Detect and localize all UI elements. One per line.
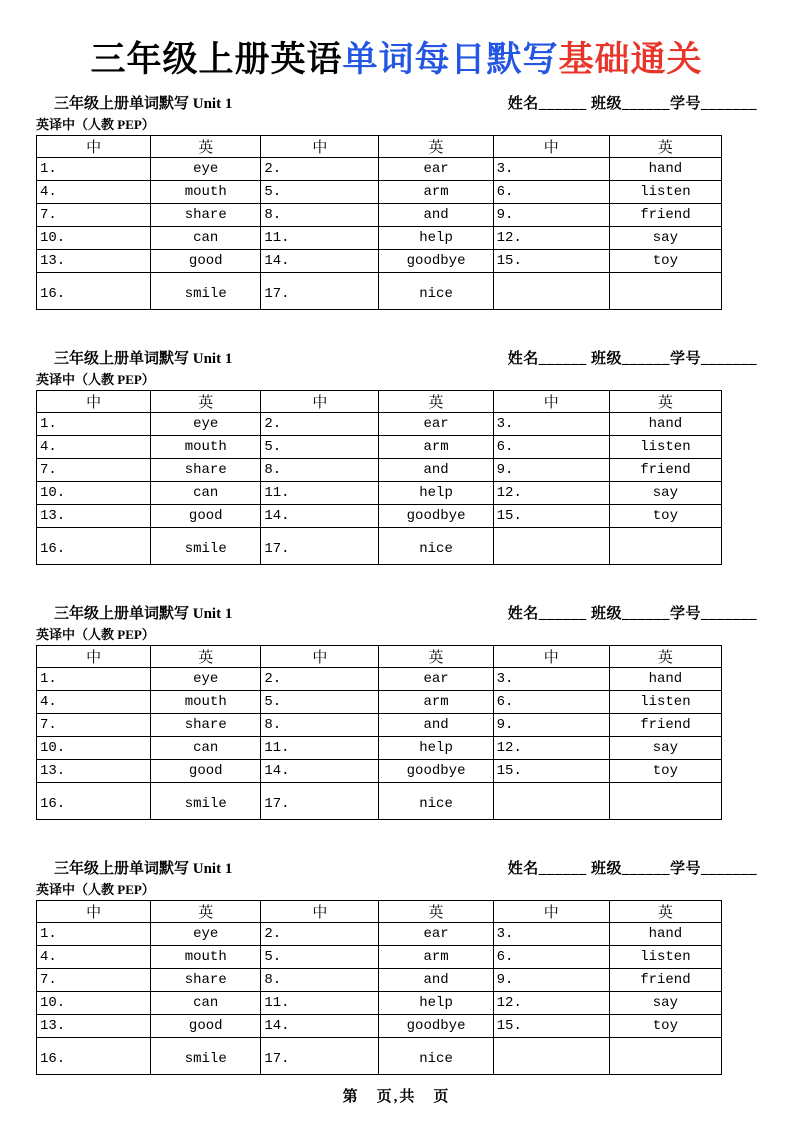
chinese-answer-cell: 2. — [261, 923, 379, 946]
column-header: 英 — [151, 646, 261, 668]
english-word-cell: mouth — [151, 946, 261, 969]
english-word-cell: arm — [379, 691, 493, 714]
english-word-cell: hand — [609, 668, 721, 691]
title-segment-blue: 单词每日默写 — [342, 40, 559, 79]
column-header: 英 — [609, 901, 721, 923]
english-word-cell: goodbye — [379, 505, 493, 528]
english-word-cell: and — [379, 714, 493, 737]
table-row — [37, 459, 722, 482]
english-word-cell: mouth — [151, 181, 261, 204]
english-word-cell: listen — [609, 946, 721, 969]
english-word-cell: friend — [609, 714, 721, 737]
chinese-answer-cell: 8. — [261, 714, 379, 737]
chinese-answer-cell: 10. — [37, 482, 151, 505]
table-row — [37, 737, 722, 760]
chinese-answer-cell: 16. — [37, 1038, 151, 1075]
english-word-cell: good — [151, 1015, 261, 1038]
worksheet-section — [36, 859, 757, 1075]
column-header: 中 — [37, 136, 151, 158]
english-word-cell: smile — [151, 783, 261, 820]
english-word-cell: hand — [609, 923, 721, 946]
english-word-cell: nice — [379, 528, 493, 565]
chinese-answer-cell: 12. — [493, 227, 609, 250]
table-header-row — [37, 646, 722, 668]
chinese-answer-cell: 8. — [261, 204, 379, 227]
column-header: 中 — [37, 391, 151, 413]
word-table — [36, 900, 722, 1075]
chinese-answer-cell: 12. — [493, 737, 609, 760]
column-header: 英 — [379, 901, 493, 923]
chinese-answer-cell — [493, 783, 609, 820]
table-row — [37, 250, 722, 273]
english-word-cell: and — [379, 204, 493, 227]
english-word-cell: smile — [151, 528, 261, 565]
chinese-answer-cell: 15. — [493, 760, 609, 783]
chinese-answer-cell: 1. — [37, 668, 151, 691]
chinese-answer-cell: 3. — [493, 413, 609, 436]
english-word-cell: listen — [609, 436, 721, 459]
chinese-answer-cell: 4. — [37, 181, 151, 204]
english-word-cell: can — [151, 482, 261, 505]
english-word-cell: say — [609, 992, 721, 1015]
name-class-id-fields: 姓名______ 班级______学号_______ — [507, 96, 757, 112]
chinese-answer-cell: 7. — [37, 969, 151, 992]
column-header: 英 — [609, 136, 721, 158]
page-title — [36, 32, 757, 82]
worksheet-section — [36, 349, 757, 565]
table-row — [37, 273, 722, 310]
table-row — [37, 969, 722, 992]
english-word-cell: say — [609, 482, 721, 505]
chinese-answer-cell: 2. — [261, 158, 379, 181]
chinese-answer-cell — [493, 273, 609, 310]
chinese-answer-cell: 15. — [493, 250, 609, 273]
chinese-answer-cell: 10. — [37, 737, 151, 760]
chinese-answer-cell: 13. — [37, 250, 151, 273]
english-word-cell: share — [151, 204, 261, 227]
table-row — [37, 528, 722, 565]
chinese-answer-cell: 2. — [261, 668, 379, 691]
english-word-cell: mouth — [151, 691, 261, 714]
chinese-answer-cell: 14. — [261, 1015, 379, 1038]
chinese-answer-cell: 14. — [261, 760, 379, 783]
chinese-answer-cell: 10. — [37, 992, 151, 1015]
english-word-cell: goodbye — [379, 760, 493, 783]
column-header: 中 — [261, 646, 379, 668]
english-word-cell: ear — [379, 413, 493, 436]
english-word-cell: arm — [379, 181, 493, 204]
chinese-answer-cell: 9. — [493, 204, 609, 227]
section-heading: 三年级上册单词默写 Unit 1 — [54, 606, 233, 622]
english-word-cell: good — [151, 505, 261, 528]
english-word-cell: share — [151, 969, 261, 992]
chinese-answer-cell: 6. — [493, 181, 609, 204]
chinese-answer-cell: 9. — [493, 459, 609, 482]
section-heading: 三年级上册单词默写 Unit 1 — [54, 96, 233, 112]
table-row — [37, 436, 722, 459]
table-row — [37, 668, 722, 691]
english-word-cell: toy — [609, 250, 721, 273]
english-word-cell: can — [151, 992, 261, 1015]
section-subtitle: 英译中（人教 PEP） — [36, 117, 155, 132]
chinese-answer-cell: 13. — [37, 505, 151, 528]
chinese-answer-cell: 10. — [37, 227, 151, 250]
english-word-cell: and — [379, 969, 493, 992]
chinese-answer-cell: 8. — [261, 459, 379, 482]
english-word-cell: nice — [379, 783, 493, 820]
english-word-cell: can — [151, 737, 261, 760]
column-header: 英 — [379, 136, 493, 158]
english-word-cell: toy — [609, 1015, 721, 1038]
section-header — [36, 349, 757, 370]
column-header: 英 — [379, 391, 493, 413]
chinese-answer-cell: 13. — [37, 1015, 151, 1038]
english-word-cell: help — [379, 992, 493, 1015]
chinese-answer-cell: 5. — [261, 946, 379, 969]
table-header-row — [37, 901, 722, 923]
chinese-answer-cell: 16. — [37, 528, 151, 565]
column-header: 中 — [493, 391, 609, 413]
name-class-id-fields: 姓名______ 班级______学号_______ — [507, 606, 757, 622]
english-word-cell: toy — [609, 760, 721, 783]
column-header: 中 — [493, 136, 609, 158]
chinese-answer-cell: 9. — [493, 714, 609, 737]
english-word-cell: nice — [379, 273, 493, 310]
table-row — [37, 783, 722, 820]
table-body — [37, 923, 722, 1075]
worksheet-section — [36, 604, 757, 820]
chinese-answer-cell: 11. — [261, 482, 379, 505]
table-row — [37, 227, 722, 250]
column-header: 英 — [609, 646, 721, 668]
english-word-cell — [609, 273, 721, 310]
column-header: 中 — [493, 901, 609, 923]
english-word-cell: friend — [609, 204, 721, 227]
english-word-cell: can — [151, 227, 261, 250]
section-header — [36, 859, 757, 880]
chinese-answer-cell: 11. — [261, 737, 379, 760]
chinese-answer-cell: 3. — [493, 158, 609, 181]
chinese-answer-cell: 7. — [37, 459, 151, 482]
chinese-answer-cell: 4. — [37, 946, 151, 969]
english-word-cell: nice — [379, 1038, 493, 1075]
table-row — [37, 691, 722, 714]
column-header: 英 — [151, 391, 261, 413]
table-row — [37, 1038, 722, 1075]
page-footer: 第 页,共 页 — [342, 1089, 451, 1105]
english-word-cell: listen — [609, 691, 721, 714]
column-header: 中 — [261, 901, 379, 923]
english-word-cell: toy — [609, 505, 721, 528]
table-row — [37, 158, 722, 181]
english-word-cell — [609, 528, 721, 565]
chinese-answer-cell: 11. — [261, 992, 379, 1015]
english-word-cell: smile — [151, 1038, 261, 1075]
chinese-answer-cell: 17. — [261, 528, 379, 565]
english-word-cell: say — [609, 227, 721, 250]
chinese-answer-cell: 3. — [493, 923, 609, 946]
chinese-answer-cell: 12. — [493, 482, 609, 505]
column-header: 中 — [493, 646, 609, 668]
chinese-answer-cell: 17. — [261, 1038, 379, 1075]
chinese-answer-cell: 9. — [493, 969, 609, 992]
chinese-answer-cell: 11. — [261, 227, 379, 250]
chinese-answer-cell: 6. — [493, 946, 609, 969]
column-header: 英 — [151, 901, 261, 923]
english-word-cell: smile — [151, 273, 261, 310]
chinese-answer-cell: 1. — [37, 158, 151, 181]
column-header: 英 — [609, 391, 721, 413]
section-heading: 三年级上册单词默写 Unit 1 — [54, 351, 233, 367]
name-class-id-fields: 姓名______ 班级______学号_______ — [507, 351, 757, 367]
english-word-cell: eye — [151, 158, 261, 181]
table-row — [37, 482, 722, 505]
table-row — [37, 204, 722, 227]
chinese-answer-cell: 1. — [37, 923, 151, 946]
section-heading: 三年级上册单词默写 Unit 1 — [54, 861, 233, 877]
section-subtitle: 英译中（人教 PEP） — [36, 882, 155, 897]
table-row — [37, 714, 722, 737]
english-word-cell: goodbye — [379, 1015, 493, 1038]
table-row — [37, 760, 722, 783]
column-header: 中 — [261, 136, 379, 158]
chinese-answer-cell: 17. — [261, 273, 379, 310]
table-row — [37, 946, 722, 969]
chinese-answer-cell: 5. — [261, 436, 379, 459]
english-word-cell: and — [379, 459, 493, 482]
english-word-cell: arm — [379, 946, 493, 969]
english-word-cell: goodbye — [379, 250, 493, 273]
english-word-cell — [609, 783, 721, 820]
column-header: 中 — [261, 391, 379, 413]
table-row — [37, 181, 722, 204]
english-word-cell: eye — [151, 413, 261, 436]
english-word-cell: say — [609, 737, 721, 760]
chinese-answer-cell: 16. — [37, 783, 151, 820]
word-table — [36, 390, 722, 565]
chinese-answer-cell: 6. — [493, 436, 609, 459]
chinese-answer-cell: 13. — [37, 760, 151, 783]
chinese-answer-cell: 14. — [261, 250, 379, 273]
chinese-answer-cell: 16. — [37, 273, 151, 310]
table-body — [37, 158, 722, 310]
english-word-cell: good — [151, 760, 261, 783]
word-table — [36, 135, 722, 310]
section-subtitle: 英译中（人教 PEP） — [36, 627, 155, 642]
english-word-cell: listen — [609, 181, 721, 204]
column-header: 中 — [37, 646, 151, 668]
table-row — [37, 505, 722, 528]
english-word-cell — [609, 1038, 721, 1075]
section-header — [36, 604, 757, 625]
title-segment-red: 基础通关 — [558, 40, 703, 79]
english-word-cell: help — [379, 482, 493, 505]
chinese-answer-cell: 7. — [37, 204, 151, 227]
chinese-answer-cell: 3. — [493, 668, 609, 691]
english-word-cell: help — [379, 227, 493, 250]
english-word-cell: friend — [609, 459, 721, 482]
section-subtitle: 英译中（人教 PEP） — [36, 372, 155, 387]
chinese-answer-cell — [493, 528, 609, 565]
chinese-answer-cell: 4. — [37, 436, 151, 459]
english-word-cell: help — [379, 737, 493, 760]
title-segment-black: 三年级上册英语 — [90, 40, 343, 79]
word-table — [36, 645, 722, 820]
chinese-answer-cell: 15. — [493, 505, 609, 528]
table-row — [37, 413, 722, 436]
chinese-answer-cell: 5. — [261, 181, 379, 204]
english-word-cell: mouth — [151, 436, 261, 459]
english-word-cell: share — [151, 459, 261, 482]
table-body — [37, 668, 722, 820]
english-word-cell: good — [151, 250, 261, 273]
name-class-id-fields: 姓名______ 班级______学号_______ — [507, 861, 757, 877]
column-header: 中 — [37, 901, 151, 923]
column-header: 英 — [379, 646, 493, 668]
english-word-cell: friend — [609, 969, 721, 992]
english-word-cell: eye — [151, 923, 261, 946]
chinese-answer-cell: 7. — [37, 714, 151, 737]
table-header-row — [37, 391, 722, 413]
chinese-answer-cell: 12. — [493, 992, 609, 1015]
chinese-answer-cell: 14. — [261, 505, 379, 528]
table-header-row — [37, 136, 722, 158]
table-row — [37, 1015, 722, 1038]
chinese-answer-cell: 2. — [261, 413, 379, 436]
chinese-answer-cell: 6. — [493, 691, 609, 714]
section-header — [36, 94, 757, 115]
table-body — [37, 413, 722, 565]
chinese-answer-cell: 1. — [37, 413, 151, 436]
chinese-answer-cell: 8. — [261, 969, 379, 992]
english-word-cell: eye — [151, 668, 261, 691]
worksheet-section — [36, 94, 757, 310]
chinese-answer-cell: 5. — [261, 691, 379, 714]
english-word-cell: ear — [379, 158, 493, 181]
table-row — [37, 992, 722, 1015]
worksheet-sections — [36, 94, 757, 1075]
english-word-cell: share — [151, 714, 261, 737]
chinese-answer-cell: 15. — [493, 1015, 609, 1038]
chinese-answer-cell — [493, 1038, 609, 1075]
english-word-cell: ear — [379, 923, 493, 946]
english-word-cell: arm — [379, 436, 493, 459]
column-header: 英 — [151, 136, 261, 158]
chinese-answer-cell: 4. — [37, 691, 151, 714]
table-row — [37, 923, 722, 946]
chinese-answer-cell: 17. — [261, 783, 379, 820]
english-word-cell: ear — [379, 668, 493, 691]
english-word-cell: hand — [609, 158, 721, 181]
english-word-cell: hand — [609, 413, 721, 436]
